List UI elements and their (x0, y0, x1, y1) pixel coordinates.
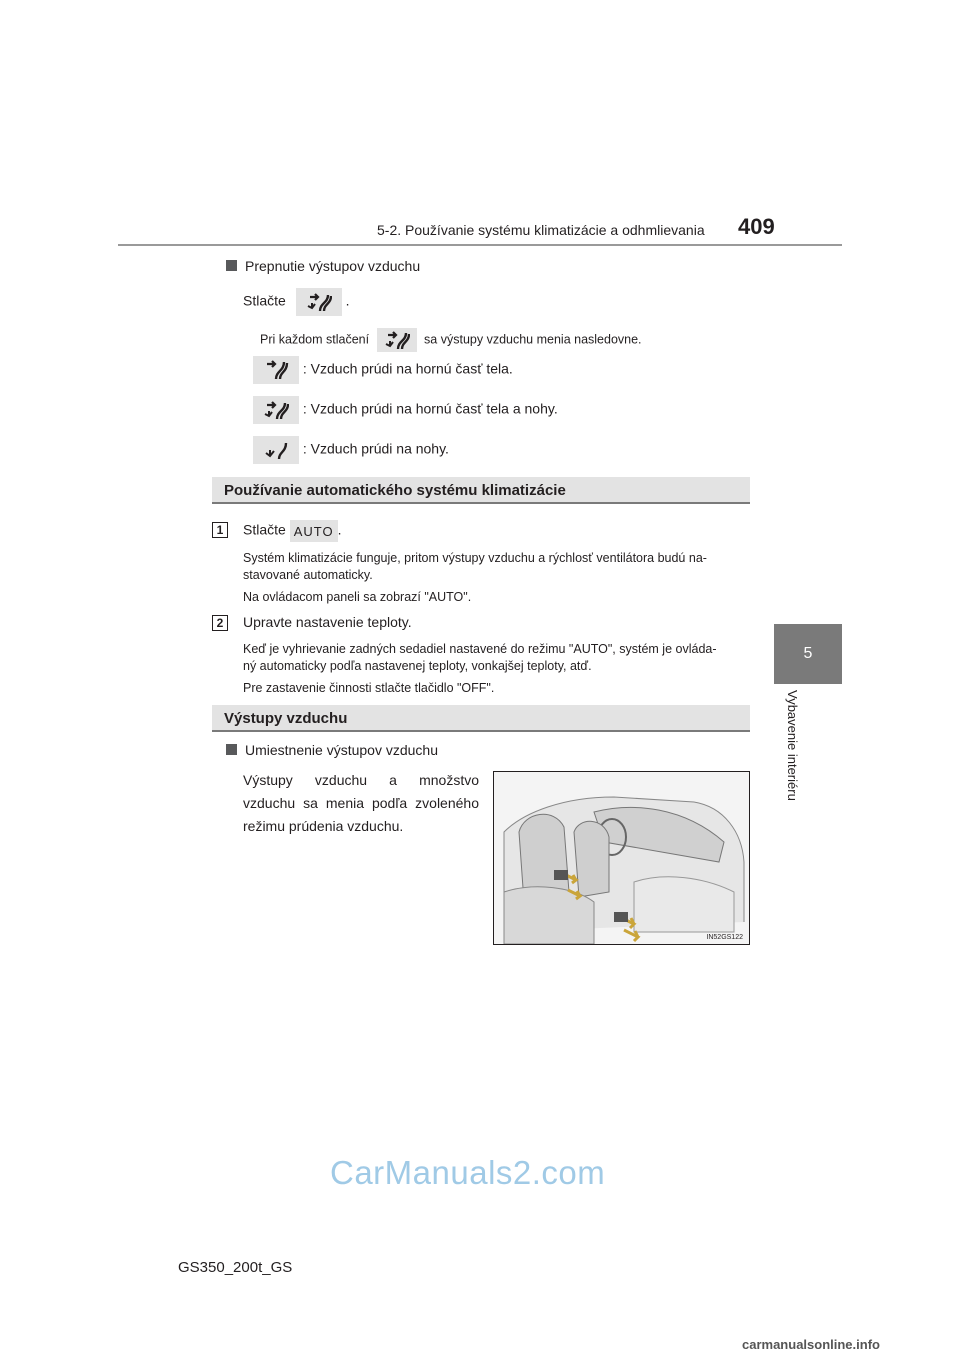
face-airflow-icon (253, 356, 299, 384)
chapter-tab-title (770, 690, 830, 820)
auto-button[interactable]: AUTO (290, 520, 338, 542)
outlet-location-heading: Umiestnenie výstupov vzduchu (226, 742, 438, 758)
step-1-instruction: Stlačte AUTO . (243, 520, 341, 542)
watermark-carmanuals2: CarManuals2.com (330, 1154, 606, 1191)
outlet-switch-heading: Prepnutie výstupov vzduchu (226, 258, 420, 274)
car-interior-image (494, 772, 749, 944)
bilevel-airflow-icon (306, 291, 332, 313)
auto-section-title: Používanie automatického systému klimatizácie (212, 477, 750, 504)
bilevel-airflow-icon (253, 396, 299, 424)
airflow-mode-inline-icon (377, 328, 417, 352)
step-1-badge: 1 (212, 522, 228, 538)
page-number: 409 (738, 214, 775, 239)
step-2-instruction: Upravte nastavenie teploty. (243, 614, 412, 630)
chapter-title-text: Vybavenie interiéru (785, 690, 800, 801)
airflow-mode-button-icon[interactable] (296, 288, 342, 316)
chapter-tab: 5 (774, 624, 842, 684)
outlets-paragraph: Výstupy vzduchu a množstvo vzduchu sa menia podľa zvoleného režimu prúdenia vzduchu. (243, 772, 479, 834)
mode-bilevel-row: : Vzduch prúdi na hornú časť tela a nohy. (253, 396, 558, 424)
square-bullet-icon (226, 260, 237, 271)
illustration-code: IN52GS122 (706, 934, 743, 941)
model-code: GS350_200t_GS (178, 1259, 293, 1276)
step-2-badge: 2 (212, 615, 228, 631)
press-instruction: Stlačte . (243, 288, 349, 316)
feet-airflow-icon (253, 436, 299, 464)
header-divider (118, 244, 842, 246)
mode-feet-row: : Vzduch prúdi na nohy. (253, 436, 449, 464)
square-bullet-icon (226, 744, 237, 755)
outlets-section-title: Výstupy vzduchu (212, 705, 750, 732)
cabin-vents-illustration (493, 771, 750, 945)
section-header-title: 5-2. Používanie systému klimatizácie a odhmlievania (377, 222, 705, 238)
press-note: Pri každom stlačení sa výstupy vzduchu menia nasledovne. (260, 328, 642, 352)
step-1-notes: Systém klimatizácie funguje, pritom výstupy vzduchu a rýchlosť ventilátora budú na- stavované automaticky. Na ovládacom paneli sa zobrazí "AUTO". (243, 551, 707, 604)
mode-face-row: : Vzduch prúdi na hornú časť tela. (253, 356, 513, 384)
step-2-notes: Keď je vyhrievanie zadných sedadiel nastavené do režimu "AUTO", systém je ovláda- ný automaticky podľa nastavenej teploty, vonkajšej teploty, atď. Pre zastavenie činnosti stlačte tlačidlo "OFF". (243, 642, 717, 695)
watermark-carmanualsonline: carmanualsonline.info (742, 1337, 880, 1352)
bilevel-airflow-icon (384, 329, 410, 351)
